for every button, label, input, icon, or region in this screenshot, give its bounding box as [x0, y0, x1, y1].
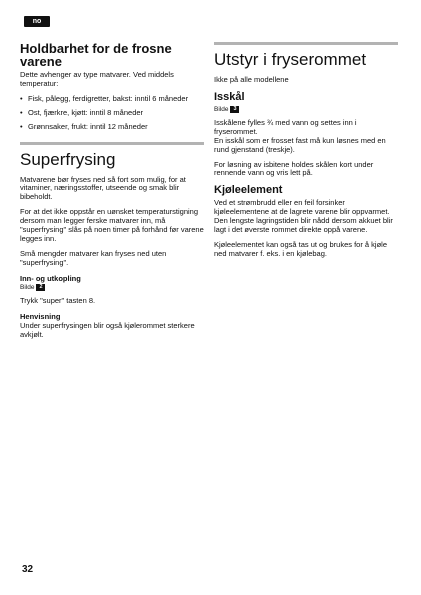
figure-number-badge: 2	[36, 284, 45, 291]
superfreeze-paragraph-1: Matvarene bør fryses ned så fort som mulig, for at vitaminer, næringsstoffer, utseende og smak blir bibeholdt.	[20, 174, 186, 202]
superfreeze-paragraph-2: For at det ikke oppstår en uønsket temperaturstigning dersom man legger ferske matvarer inn, må "superfrysing" slås på noen timer på forhånd før varene legges inn.	[20, 207, 204, 243]
superfreeze-heading: Superfrysing	[20, 149, 116, 169]
left-column	[20, 42, 204, 345]
superfreeze-paragraph-3: Små mengder matvarer kan fryses ned uten "superfrysing".	[20, 248, 167, 267]
language-tag: no	[24, 16, 50, 27]
bullet-icon: •	[20, 121, 23, 131]
cooling-element-paragraph-2: Kjøleelementet kan også tas ut og brukes for å kjøle ned matvarer f. eks. i en kjølebag.	[214, 239, 388, 258]
bullet-icon: •	[20, 107, 23, 117]
cooling-element-paragraph-1: Ved et strømbrudd eller en feil forsinker kjøleelementene at de lagrete varene blir oppvarmet. Den lengste lagringstiden blir nådd dersom akkuet blir lagt i det øverste rommet direkte oppå varene.	[214, 198, 393, 235]
note-text: Under superfrysingen blir også kjølerommet sterkere avkjølt.	[20, 320, 195, 339]
onoff-heading: Inn- og utkopling	[20, 273, 81, 283]
equipment-heading: Utstyr i fryserommet	[214, 50, 367, 69]
list-item: • Fisk, pålegg, ferdigretter, bakst: inntil 6 måneder	[20, 93, 189, 103]
onoff-text: Trykk "super" tasten 8.	[20, 295, 96, 305]
equipment-subtitle: Ikke på alle modellene	[214, 75, 289, 84]
list-item: • Ost, fjærkre, kjøtt: inntil 8 måneder	[20, 107, 144, 117]
ice-tray-paragraph-1: Isskålene fylles ¾ med vann og settes inn i fryserommet. En isskål som er frosset fast må kun løsnes med en rund gjenstand (treskje).	[214, 117, 386, 154]
section-divider	[214, 42, 398, 45]
figure-reference: Bilde 2	[20, 284, 204, 292]
right-column	[214, 42, 398, 265]
ice-tray-heading: Isskål	[214, 90, 245, 103]
list-item: • Grønnsaker, frukt: inntil 12 måneder	[20, 121, 148, 131]
shelf-life-list	[20, 95, 204, 132]
bullet-icon: •	[20, 93, 23, 103]
ice-tray-paragraph-2: For løsning av isbitene holdes skålen kort under rennende vann og vris lett på.	[214, 159, 374, 178]
figure-number-badge: 3	[230, 106, 239, 113]
section-divider	[20, 142, 204, 145]
shelf-life-intro: Dette avhenger av type matvarer. Ved middels temperatur:	[20, 70, 174, 88]
page-number: 32	[22, 564, 34, 575]
shelf-life-heading: Holdbarhet for de frosne varene	[20, 41, 172, 69]
note-heading: Henvisning	[20, 311, 61, 321]
cooling-element-heading: Kjøleelement	[214, 184, 283, 197]
figure-reference: Bilde 3	[214, 106, 398, 114]
